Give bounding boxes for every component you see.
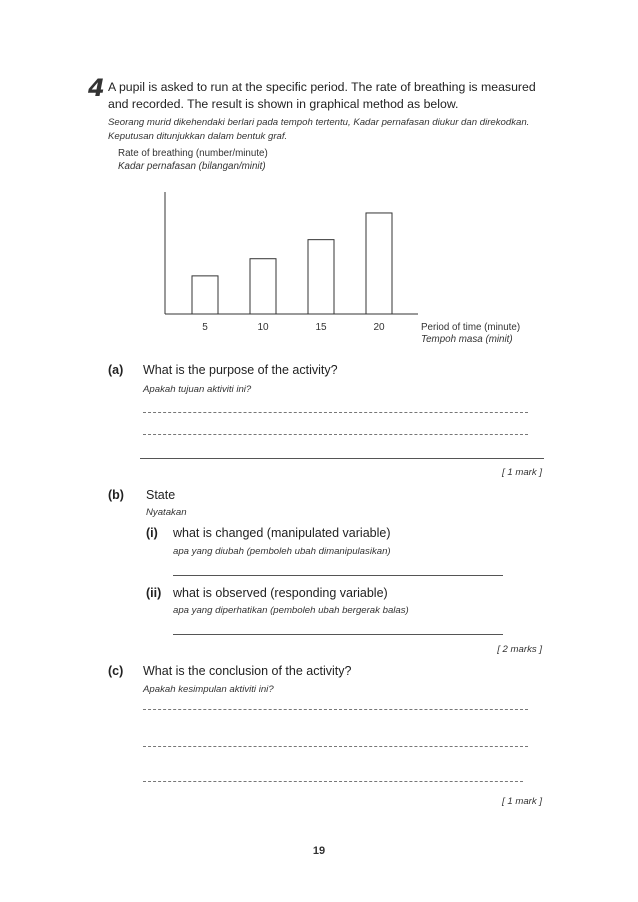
part-b-question-ms: Nyatakan: [146, 507, 187, 518]
chart-x-axis-label-ms: Tempoh masa (minit): [421, 334, 513, 345]
part-a-question-ms: Apakah tujuan aktiviti ini?: [143, 384, 252, 395]
part-c-answer-line-1[interactable]: [143, 709, 528, 710]
part-c-answer-line-3[interactable]: [143, 781, 523, 782]
y-axis-label-ms: Kadar pernafasan (bilangan/minit): [118, 161, 266, 172]
bar-15: [308, 240, 334, 314]
part-a-mark: [ 1 mark ]: [502, 467, 542, 478]
part-b-i-question-ms: apa yang diubah (pemboleh ubah dimanipulasikan): [173, 546, 391, 557]
part-a-label: (a): [108, 363, 124, 377]
part-b-ii-answer-line[interactable]: [173, 634, 503, 635]
part-b-question-en: State: [146, 488, 176, 502]
page-number: 19: [312, 845, 326, 857]
part-b-mark: [ 2 marks ]: [497, 644, 542, 655]
question-intro-ms: Seorang murid dikehendaki berlari pada tempoh tertentu, Kadar pernafasan diukur dan direkodkan. Keputusan ditunjukkan dalam bentuk graf.: [108, 117, 530, 142]
bar-5: [192, 276, 218, 314]
chart-y-axis-label: [118, 147, 268, 173]
part-b-ii-label: (ii): [146, 586, 162, 600]
part-c-answer-line-2[interactable]: [143, 746, 528, 747]
part-c-mark: [ 1 mark ]: [502, 796, 542, 807]
part-b-label: (b): [108, 488, 124, 502]
x-tick-label-5: 5: [202, 322, 208, 333]
part-a-answer-line-3[interactable]: [140, 458, 544, 459]
x-tick-label-15: 15: [315, 322, 327, 333]
part-b-i-label: (i): [146, 526, 158, 540]
x-tick-label-20: 20: [373, 322, 385, 333]
part-a-question-en: What is the purpose of the activity?: [143, 363, 338, 377]
part-b-ii-question-en: what is observed (responding variable): [173, 586, 388, 600]
part-b-ii-question-ms: apa yang diperhatikan (pemboleh ubah bergerak balas): [173, 605, 409, 616]
question-intro-en: A pupil is asked to run at the specific period. The rate of breathing is measured and recorded. The result is shown in graphical method as below.: [108, 80, 536, 111]
bar-10: [250, 259, 276, 314]
x-tick-label-10: 10: [257, 322, 269, 333]
part-c-question-ms: Apakah kesimpulan aktiviti ini?: [143, 684, 274, 695]
part-a-answer-line-2[interactable]: [143, 434, 528, 435]
part-b-i-answer-line[interactable]: [173, 575, 503, 576]
part-c-label: (c): [108, 664, 124, 678]
y-axis-label-en: Rate of breathing (number/minute): [118, 148, 268, 159]
chart-x-axis-label-en: Period of time (minute): [421, 322, 521, 333]
part-b-i-question-en: what is changed (manipulated variable): [173, 526, 391, 540]
question-number: 4: [88, 74, 105, 102]
part-a-answer-line-1[interactable]: [143, 412, 528, 413]
part-c-question-en: What is the conclusion of the activity?: [143, 664, 352, 678]
bar-20: [366, 213, 392, 314]
